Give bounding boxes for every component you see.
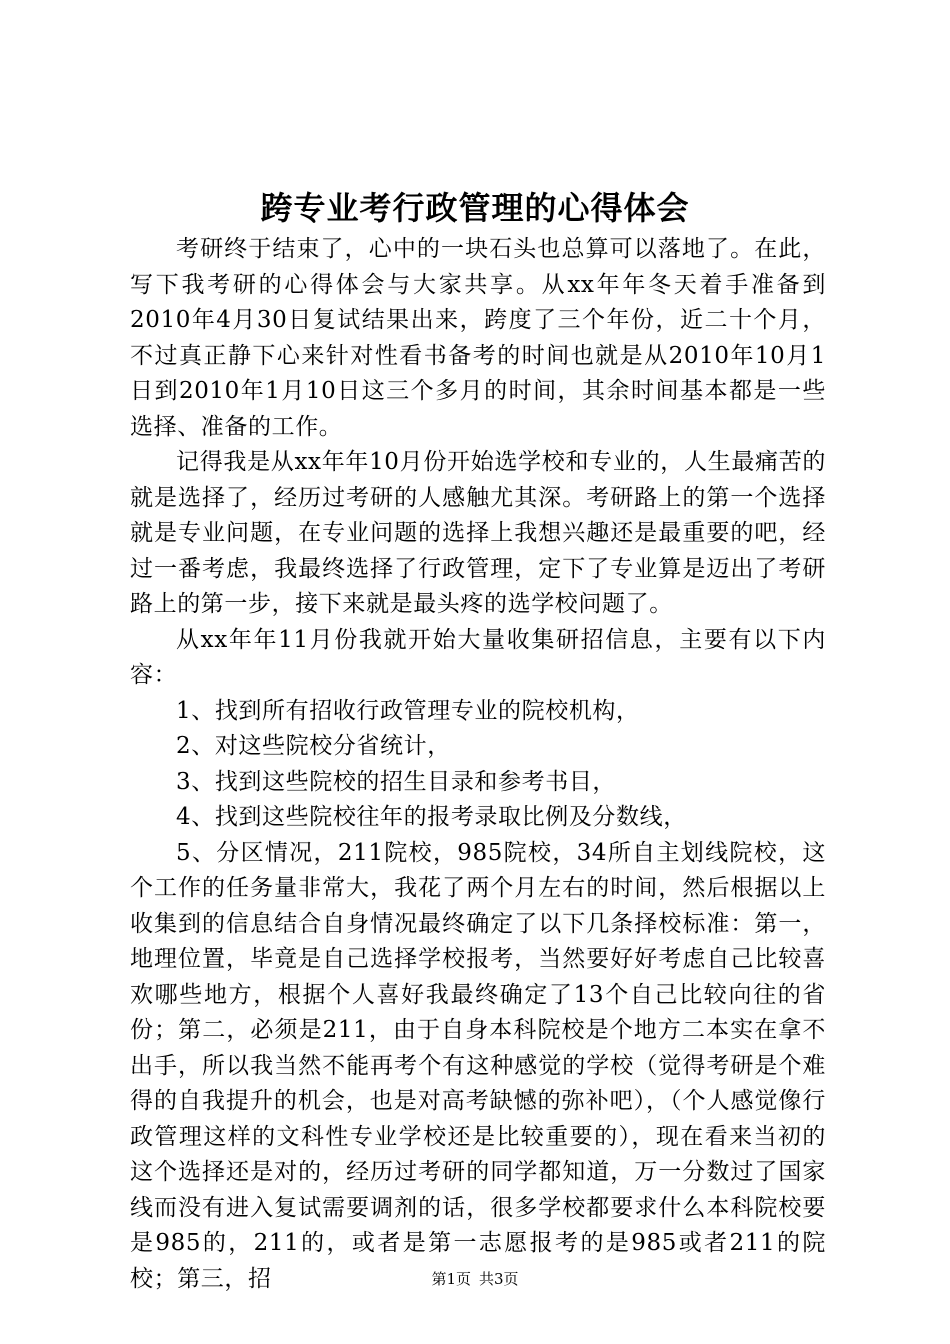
list-item: 2、对这些院校分省统计，: [176, 733, 451, 759]
page-number-total: 共3页: [479, 1270, 519, 1288]
list-item: 3、找到这些院校的招生目录和参考书目，: [176, 768, 617, 795]
paragraph: 记得我是从xx年年10月份开始选学校和专业的，人生最痛苦的就是选择了，经历过考研的人感触尤其深。考研路上的第一个选择就是专业问题，在专业问题的选择上我想兴趣还是最重要的吧，经过一番考虑，我最终选择了行政管理，定下了专业算是迈出了考研路上的第一步，接下来就是最头疼的选学校问题了。: [130, 449, 826, 617]
list-item: 4、找到这些院校往年的报考录取比例及分数线，: [176, 804, 687, 830]
page-footer: [0, 1268, 950, 1290]
document-title: 跨专业考行政管理的心得体会: [260, 189, 690, 227]
paragraph: 考研终于结束了，心中的一块石头也总算可以落地了。在此，写下我考研的心得体会与大家共享。从xx年年冬天着手准备到2010年4月30日复试结果出来，跨度了三个年份，近二十个月，不过真正静下心来针对性看书备考的时间也就是从2010年10月1日到2010年1月10日这三个多月的时间，其余时间基本都是一些选择、准备的工作。: [130, 236, 826, 440]
page-number-current: 第1页: [431, 1270, 471, 1288]
list-item: 1、找到所有招收行政管理专业的院校机构，: [176, 697, 640, 724]
list-item: 5、分区情况，211院校，985院校，34所自主划线院校，这个工作的任务量非常大，我花了两个月左右的时间，然后根据以上收集到的信息结合自身情况最终确定了以下几条择校标准：第一，地理位置，毕竟是自己选择学校报考，当然要好好考虑自己比较喜欢哪些地方，根据个人喜好我最终确定了13个自己比较向往的省份；第二，必须是211，由于自身本科院校是个地方二本实在拿不出手，所以我当然不能再考个有这种感觉的学校（觉得考研是个难得的自我提升的机会，也是对高考缺憾的弥补吧），（个人感觉像行政管理这样的文科性专业学校还是比较重要的），现在看来当初的这个选择还是对的，经历过考研的同学都知道，万一分数过了国家线而没有进入复试需要调剂的话，很多学校都要求什么本科院校要是985的，211的，或者是第一志愿报考的是985或者211的院校；第三，招: [130, 839, 826, 1292]
paragraph: 从xx年年11月份我就开始大量收集研招信息，主要有以下内容：: [130, 626, 826, 688]
document-body: [130, 232, 826, 1297]
